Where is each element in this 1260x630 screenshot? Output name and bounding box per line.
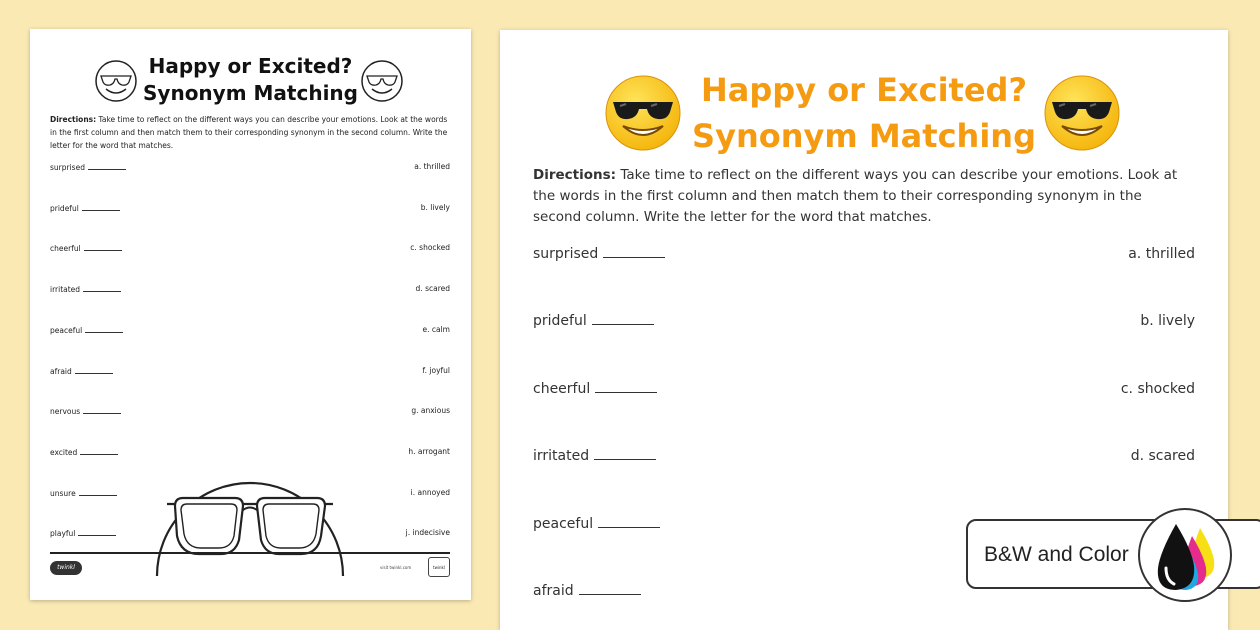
answer-blank[interactable]	[595, 381, 657, 393]
ink-drops-badge	[1138, 508, 1232, 602]
word-label	[50, 203, 120, 213]
bw-worksheet-preview[interactable]	[30, 29, 471, 600]
word-text: surprised	[50, 163, 85, 172]
answer-blank[interactable]	[594, 448, 656, 460]
answer-blank[interactable]	[579, 583, 641, 595]
answer-blank[interactable]	[88, 162, 126, 170]
word-label	[533, 448, 656, 464]
word-text: excited	[50, 447, 78, 457]
word-text: peaceful	[50, 325, 83, 335]
word-text: nervous	[50, 407, 81, 417]
answer-blank[interactable]	[83, 406, 121, 414]
synonym-option: f. joyful	[422, 365, 450, 375]
title-line-1: Happy or Excited?	[148, 54, 353, 78]
synonym-option: a. thrilled	[1128, 246, 1195, 262]
synonym-option: c. shocked	[1120, 380, 1195, 397]
word-text: cheerful	[533, 380, 591, 397]
word-text: afraid	[50, 366, 72, 376]
directions-label: Directions:	[50, 115, 97, 124]
synonym-option: b. lively	[1140, 313, 1195, 330]
word-label	[533, 583, 641, 599]
directions-text: Take time to reflect on the different ways you can describe your emotions. Look at the words in the first column and then match them to their corresponding synonym in the second column. Write the letter for the word that matches.	[533, 167, 1178, 225]
word-label	[50, 366, 113, 376]
sunglasses-face-outline-icon	[155, 436, 345, 576]
matching-row	[50, 284, 450, 296]
answer-blank[interactable]	[603, 246, 665, 258]
word-label	[50, 488, 117, 498]
synonym-option: b. lively	[420, 202, 450, 212]
word-text: irritated	[533, 448, 590, 465]
directions-text: Take time to reflect on the different ways you can describe your emotions. Look at the words in the first column and then match them to their corresponding synonym in the second column. Write the letter for the word that matches.	[50, 115, 448, 150]
directions-label: Directions:	[533, 167, 617, 183]
synonym-option: d. scared	[415, 284, 450, 294]
matching-row	[50, 203, 450, 215]
answer-blank[interactable]	[592, 313, 654, 325]
matching-row	[50, 366, 450, 378]
edition-label: B&W and Color	[984, 543, 1129, 566]
ink-drops-icon	[1140, 510, 1230, 600]
word-label	[533, 516, 660, 532]
synonym-option: a. thrilled	[414, 162, 450, 171]
synonym-option: g. anxious	[411, 406, 450, 416]
matching-row	[533, 246, 1195, 266]
synonym-option: c. shocked	[410, 243, 450, 253]
word-label	[533, 381, 657, 397]
word-text: afraid	[533, 583, 574, 599]
word-text: unsure	[50, 488, 76, 498]
worksheet-title	[500, 67, 1228, 159]
word-text: irritated	[50, 285, 81, 295]
word-label	[50, 447, 118, 457]
title-line-2: Synonym Matching	[692, 117, 1036, 155]
footer-badge: twinkl	[428, 557, 450, 577]
footer-site-text: visit twinkl.com	[380, 565, 412, 570]
word-label	[50, 243, 122, 253]
matching-row	[533, 381, 1195, 401]
word-text: surprised	[533, 246, 599, 262]
word-label	[50, 406, 121, 416]
matching-row	[50, 162, 450, 174]
answer-blank[interactable]	[85, 325, 123, 333]
matching-row	[533, 448, 1195, 468]
matching-row	[50, 406, 450, 418]
word-text: peaceful	[533, 515, 594, 532]
word-text: playful	[50, 529, 76, 539]
word-text: cheerful	[50, 244, 81, 254]
matching-row	[50, 243, 450, 255]
answer-blank[interactable]	[79, 488, 117, 496]
answer-blank[interactable]	[83, 284, 121, 292]
word-label	[50, 284, 121, 294]
twinkl-logo: twinkl	[50, 561, 82, 575]
answer-blank[interactable]	[78, 528, 116, 536]
synonym-option: d. scared	[1130, 448, 1195, 465]
worksheet-title	[30, 53, 471, 107]
footer-divider	[50, 552, 450, 554]
synonym-option: i. annoyed	[410, 487, 450, 497]
matching-row	[50, 325, 450, 337]
matching-row	[533, 313, 1195, 333]
word-label	[533, 246, 665, 262]
synonym-option: j. indecisive	[405, 528, 450, 538]
word-label	[50, 162, 126, 172]
answer-blank[interactable]	[80, 447, 118, 455]
directions	[533, 165, 1183, 228]
word-label	[50, 528, 116, 538]
answer-blank[interactable]	[75, 366, 113, 374]
answer-blank[interactable]	[82, 203, 120, 211]
title-line-2: Synonym Matching	[143, 81, 358, 105]
word-text: prideful	[533, 313, 587, 330]
word-label	[533, 313, 654, 329]
answer-blank[interactable]	[84, 243, 122, 251]
synonym-option: e. calm	[422, 324, 450, 334]
directions	[50, 113, 455, 152]
title-line-1: Happy or Excited?	[701, 71, 1027, 109]
word-label	[50, 325, 123, 335]
word-text: prideful	[50, 203, 79, 213]
answer-blank[interactable]	[598, 516, 660, 528]
synonym-option: h. arrogant	[408, 446, 450, 456]
